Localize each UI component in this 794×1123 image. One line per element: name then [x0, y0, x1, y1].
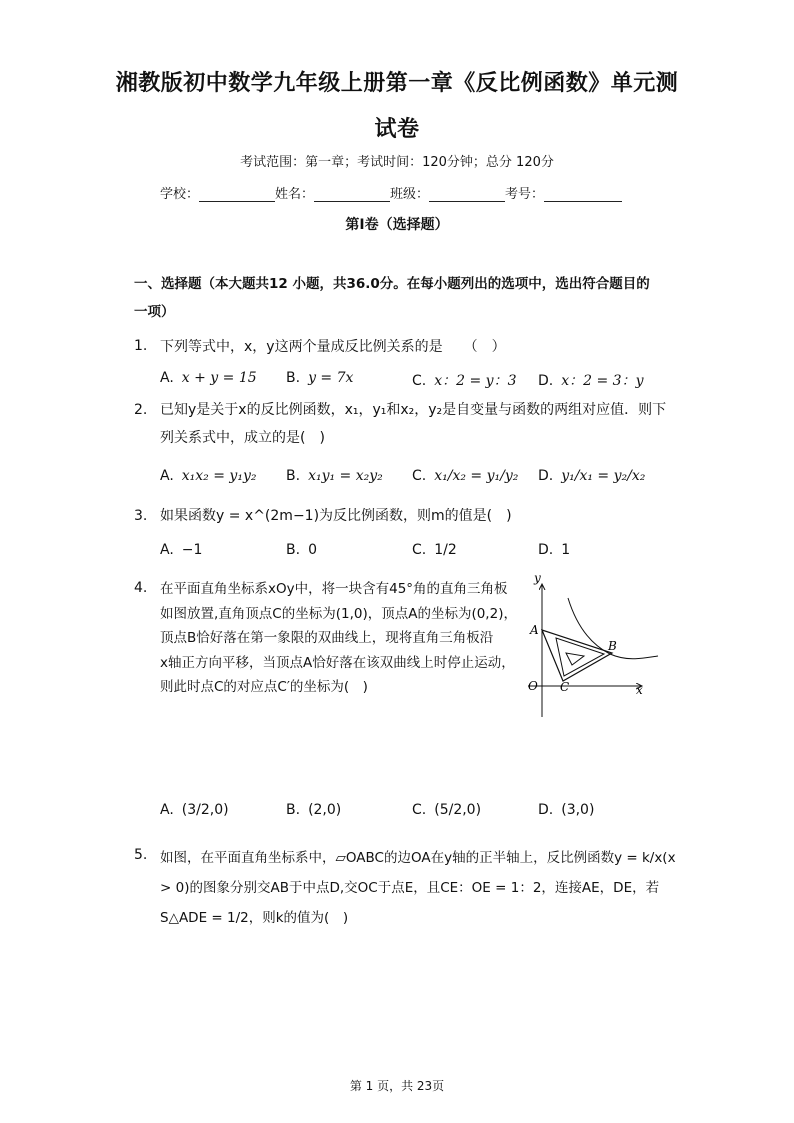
label-o: O — [528, 679, 538, 693]
option-text: x：2 = y：3 — [434, 373, 517, 389]
q3-stem: 如果函数y = x^(2m−1)为反比例函数，则m的值是( ) — [160, 508, 512, 524]
option-label: C. — [412, 373, 427, 389]
question-number: 1. — [134, 338, 148, 354]
section-heading-line1: 一、选择题（本大题共12 小题，共36.0分。在每小题列出的选项中，选出符合题目的 — [134, 276, 650, 292]
triangle-hole — [566, 653, 584, 665]
q2-stem — [160, 399, 680, 449]
option-label: A. — [160, 542, 174, 558]
q2-option-c[interactable] — [412, 468, 518, 484]
q4-stem-line: 则此时点C的对应点C′的坐标为( ) — [160, 679, 368, 695]
option-text: 1 — [561, 542, 571, 558]
option-label: D. — [538, 373, 554, 389]
label-b: B — [608, 639, 617, 653]
q4-figure — [520, 572, 670, 722]
q5-stem-line: > 0)的图象分别交AB于中点D,交OC于点E，且CE：OE = 1：2，连接AE，DE，若 — [160, 880, 660, 896]
option-label: B. — [286, 542, 301, 558]
option-text: y = 7x — [308, 370, 354, 386]
option-label: D. — [538, 802, 554, 818]
q3-option-a[interactable] — [160, 542, 202, 558]
option-label: B. — [286, 802, 301, 818]
page-footer: 第 1 页，共 23页 — [349, 1079, 445, 1093]
question-number: 3. — [134, 508, 148, 524]
class-blank[interactable] — [429, 187, 505, 202]
q3-option-c[interactable] — [412, 542, 457, 558]
option-text: x：2 = 3：y — [561, 373, 644, 389]
name-blank[interactable] — [314, 187, 390, 202]
field-school-label: 学校： — [160, 187, 200, 202]
q5-stem-line: S△ADE = 1/2，则k的值为( ) — [160, 910, 349, 926]
q4-stem-line: 顶点B恰好落在第一象限的双曲线上，现将直角三角板沿 — [160, 630, 494, 646]
right-triangle-inner — [556, 638, 604, 676]
school-blank[interactable] — [199, 187, 275, 202]
option-label: B. — [286, 370, 301, 386]
q3-option-b[interactable] — [286, 542, 317, 558]
option-label: A. — [160, 370, 174, 386]
section-heading — [134, 273, 674, 323]
q4-stem — [160, 577, 530, 700]
q4-option-b[interactable] — [286, 802, 341, 818]
q4-option-a[interactable] — [160, 802, 229, 818]
option-text: −1 — [181, 542, 203, 558]
q2-option-b[interactable] — [286, 468, 383, 484]
q2-stem-line1: 已知y是关于x的反比例函数，x₁，y₁和x₂，y₂是自变量与函数的两组对应值．则下 — [160, 402, 667, 418]
option-label: A. — [160, 802, 174, 818]
option-label: B. — [286, 468, 301, 484]
q1-option-a[interactable] — [160, 370, 257, 386]
q3-option-d[interactable] — [538, 542, 570, 558]
field-class-label: 班级： — [390, 187, 430, 202]
q2-stem-line2: 列关系式中，成立的是( ) — [160, 430, 325, 446]
option-text: 1/2 — [434, 542, 457, 558]
q1-option-b[interactable] — [286, 370, 353, 386]
q4-option-d[interactable] — [538, 802, 594, 818]
section-heading-line2: 一项） — [134, 304, 175, 320]
q2-option-a[interactable] — [160, 468, 256, 484]
q2-option-d[interactable] — [538, 468, 645, 484]
option-label: A. — [160, 468, 174, 484]
option-text: x₁y₁ = x₂y₂ — [308, 468, 383, 484]
question-number: 2. — [134, 402, 148, 418]
q1-option-d[interactable] — [538, 370, 643, 390]
option-text: (5/2,0) — [434, 802, 482, 818]
option-label: D. — [538, 542, 554, 558]
question-number: 5. — [134, 847, 148, 863]
q4-stem-line: x轴正方向平移，当顶点A恰好落在该双曲线上时停止运动， — [160, 654, 515, 671]
field-id-label: 考号： — [505, 187, 545, 202]
option-text: x₁/x₂ = y₁/y₂ — [434, 468, 519, 484]
q1-stem: 下列等式中，x，y这两个量成反比例关系的是 （ ） — [160, 339, 506, 355]
option-text: x₁x₂ = y₁y₂ — [181, 468, 257, 484]
option-label: C. — [412, 802, 427, 818]
q4-stem-line: 如图放置,直角顶点C的坐标为(1,0)，顶点A的坐标为(0,2)， — [160, 605, 517, 622]
option-text: 0 — [308, 542, 317, 558]
option-label: D. — [538, 468, 554, 484]
q5-stem-line: 如图，在平面直角坐标系中，▱OABC的边OA在y轴的正半轴上，反比例函数y = k/x(x — [160, 850, 676, 866]
option-label: C. — [412, 542, 427, 558]
field-name-label: 姓名： — [275, 187, 315, 202]
q4-stem-line: 在平面直角坐标系xOy中，将一块含有45°角的直角三角板 — [160, 581, 508, 597]
option-text: (2,0) — [308, 802, 342, 818]
id-blank[interactable] — [544, 187, 622, 202]
exam-title-line1: 湘教版初中数学九年级上册第一章《反比例函数》单元测 — [115, 70, 679, 96]
q5-stem — [160, 843, 680, 933]
label-a: A — [530, 623, 539, 637]
label-c: C — [560, 680, 570, 694]
exam-title-line2: 试卷 — [374, 116, 420, 142]
question-number: 4. — [134, 580, 148, 596]
label-x: x — [636, 683, 643, 697]
volume-title: 第Ⅰ卷（选择题） — [345, 217, 449, 233]
student-info-fields — [160, 183, 660, 202]
option-text: y₁/x₁ = y₂/x₂ — [561, 468, 646, 484]
label-y: y — [534, 572, 541, 585]
option-text: (3/2,0) — [181, 802, 229, 818]
option-label: C. — [412, 468, 427, 484]
option-text: (3,0) — [561, 802, 595, 818]
exam-info: 考试范围：第一章；考试时间：120分钟；总分 120分 — [240, 155, 554, 170]
option-text: x + y = 15 — [181, 370, 257, 386]
q4-option-c[interactable] — [412, 802, 481, 818]
q1-option-c[interactable] — [412, 370, 516, 390]
